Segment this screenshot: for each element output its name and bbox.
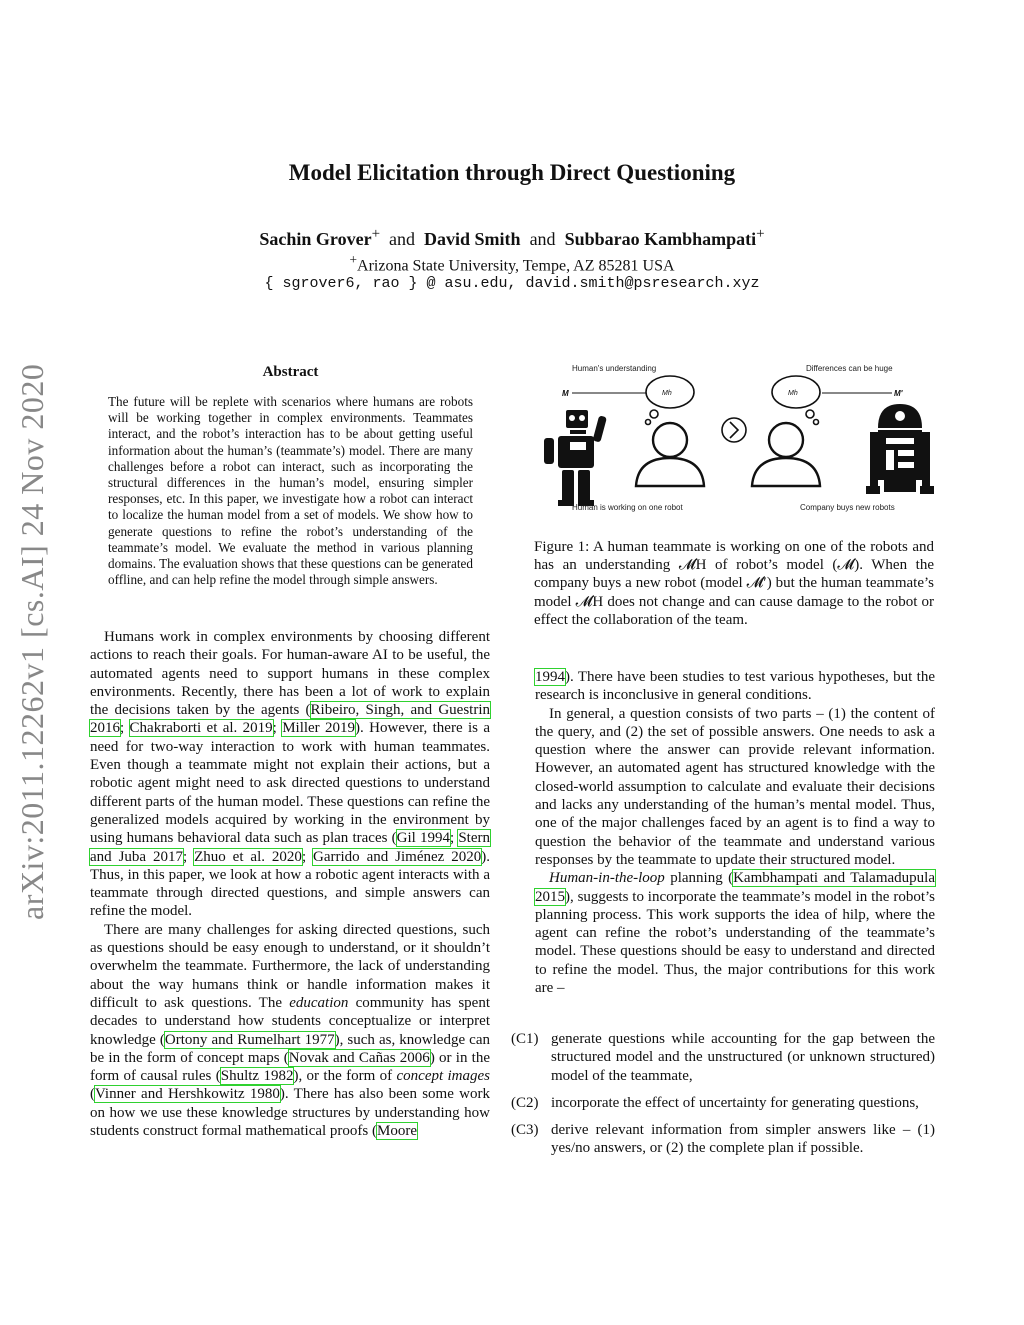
intro-paragraph-2: There are many challenges for asking directed questions, such as questions should be easy enough to understand, or it shouldn’t overwhelm the teammate. Furthermore, the lack of understanding about the way humans think or handle information makes it difficult to ask questions. The education community has spent decades to understand how students conceptualize or interpret knowledge (Ortony and Rumelhart 1977), such as, knowledge can be in the form of concept maps (Novak and Cañas 2006) or in the form of causal rules (Shultz 1982), or the form of concept images (Vinner and Hershkowitz 1980). There has also been some work on how we use these knowledge structures by understanding how students construct formal mathematical proofs (Moore	[90, 921, 491, 1140]
figure-label-left-bottom: Human is working on one robot	[572, 503, 683, 512]
citation-link[interactable]: Ribeiro, Singh, and Guestrin 2016	[90, 702, 490, 737]
human-right-icon	[752, 423, 820, 486]
robot-right-icon	[866, 404, 934, 494]
author-sep-2: and	[529, 229, 556, 249]
intro-paragraph-5: Human-in-the-loop planning (Kambhampati and Talamadupula 2015), suggests to incorporate the teammate’s model in the robot’s planning process. This work supports the idea of hilp, where the agent can refine the robot’s understanding of the teammate’s model. These questions should be easy to understand and directed to refine the model. Thus, the major contributions for this work are –	[535, 870, 935, 997]
affiliation	[0, 252, 1024, 275]
chevron-right-icon	[722, 418, 746, 442]
figure-1	[534, 358, 934, 518]
body-right-column	[535, 668, 935, 997]
citation-link[interactable]: 1994	[535, 669, 565, 685]
intro-paragraph-4: In general, a question consists of two parts – (1) the content of the query, and (2) the set of possible answers. One needs to ask a question where the answer can provide relevant information. However, an automated agent has structured knowledge with the closed-world assumption to calculate and evaluate their decisions and lacks any understanding of the human’s mental model. Thus, one of the major challenges faced by an agent is to find a way to question the behavior of the teammate and understand various responses by the teammate to update their structured model.	[535, 705, 935, 868]
author-1-sup: +	[371, 226, 381, 242]
figure-label-right-bottom: Company buys new robots	[800, 503, 895, 512]
citation-link[interactable]: Miller 2019	[282, 720, 356, 737]
figure-label-left-top: Human's understanding	[572, 364, 657, 373]
author-2: David Smith	[424, 229, 521, 249]
citation-link[interactable]: Garrido and Jiménez 2020	[313, 848, 482, 865]
abstract-heading: Abstract	[262, 364, 319, 380]
citation-link[interactable]: Shultz 1982	[220, 1068, 294, 1085]
body-left-column	[90, 628, 490, 1140]
citation-link[interactable]: Novak and Cañas 2006	[288, 1049, 430, 1066]
author-3-sup: +	[756, 226, 765, 242]
author-emails: { sgrover6, rao } @ asu.edu, david.smith@psresearch.xyz	[264, 275, 760, 292]
contribution-item	[511, 1030, 935, 1085]
figure-label-right-top: Differences can be huge	[806, 364, 893, 373]
author-1: Sachin Grover	[259, 229, 372, 249]
contribution-text: incorporate the effect of uncertainty for generating questions,	[551, 1094, 919, 1111]
contributions-list	[511, 1030, 935, 1167]
contribution-label: (C1)	[511, 1031, 539, 1047]
author-list	[0, 226, 1024, 250]
contribution-item	[511, 1094, 935, 1112]
figure-1-caption: Figure 1: A human teammate is working on one of the robots and has an understanding 𝓜H of robot’s model (𝓜). When the company buys a new robot (model 𝓜′) but the human teammate’s model 𝓜H does not change and can cause damage to the robot or effect the collaboration of the team.	[534, 539, 934, 628]
thought-bubble-right-icon	[772, 376, 820, 425]
citation-link[interactable]: Moore	[377, 1123, 417, 1140]
author-3: Subbarao Kambhampati	[564, 229, 757, 249]
contribution-item	[511, 1121, 935, 1158]
contribution-label: (C3)	[511, 1122, 539, 1139]
citation-link[interactable]: Chakraborti et al. 2019	[129, 720, 273, 737]
contribution-text: derive relevant information from simpler answers like – (1) yes/no answers, or (2) the complete plan if possible.	[551, 1122, 935, 1157]
human-left-icon	[636, 423, 704, 486]
citation-link[interactable]: Kambhampati and Talamadupula 2015	[535, 870, 935, 905]
citation-link[interactable]: Stern and Juba 2017	[90, 830, 490, 865]
citation-link[interactable]: Ortony and Rumelhart 1977	[164, 1031, 335, 1048]
intro-paragraph-1: Humans work in complex environments by choosing different actions to reach their goals. For human-aware AI to be useful, the automated agents need to support humans in these complex environments. Recently, there has been a lot of work to explain the decisions taken by the agents (Ribeiro, Singh, and Guestrin 2016; Chakraborti et al. 2019; Miller 2019). However, there is a need for two-way interaction to work with human teammates. Even though a teammate might not explain their actions, but a robotic agent might need to ask directed questions to understand different parts of the human model. These questions can refine the generalized models acquired by working in the environment by using humans behavioral data such as plan traces (Gil 1994; Stern and Juba 2017; Zhuo et al. 2020; Garrido and Jiménez 2020). Thus, in this paper, we look at how a robotic agent interacts with a teammate through directed questions, and simple answers can refine the model.	[90, 629, 490, 920]
affiliation-text: Arizona State University, Tempe, AZ 85281 USA	[357, 257, 675, 275]
citation-link[interactable]: Zhuo et al. 2020	[194, 848, 302, 865]
figure-mh-left: Mh	[662, 390, 672, 397]
citation-link[interactable]: Vinner and Hershkowitz 1980	[95, 1086, 280, 1103]
figure-mh-right: Mh	[788, 390, 798, 397]
intro-paragraph-3: 1994). There have been studies to test various hypotheses, but the research is inconclusive in general conditions.	[535, 669, 935, 704]
author-sep-1: and	[389, 229, 416, 249]
contribution-label: (C2)	[511, 1094, 539, 1111]
thought-bubble-left-icon	[646, 376, 695, 425]
abstract-text: The future will be replete with scenarios where humans are robots will be working together in complex environments. Teammates interact, and the robot’s interaction has to be about getting useful information about the human’s (teammate’s) model. There are many challenges before a robot can interact, such as incorporating the structural differences in the human’s model, ensuring simpler responses, etc. In this paper, we investigate how a robot can interact to localize the human model from a set of models. We show how to generate questions to refine the robot’s understanding of the teammate’s model. We evaluate the method in various planning domains. The evaluation shows that these questions can be generated offline, and can help refine the model through simple answers.	[108, 394, 473, 588]
affiliation-sup: +	[349, 252, 358, 267]
robot-left-icon	[544, 410, 607, 506]
contribution-text: generate questions while accounting for the gap between the structured model and the unstructured (or unknown structured) model of the teammate,	[551, 1031, 935, 1084]
figure-m-left: M	[562, 389, 569, 398]
citation-link[interactable]: Gil 1994	[396, 830, 450, 847]
arxiv-stamp: arXiv:2011.12262v1 [cs.AI] 24 Nov 2020	[14, 363, 50, 920]
figure-m-right: M'	[894, 389, 903, 398]
paper-title: Model Elicitation through Direct Questioning	[288, 160, 736, 185]
